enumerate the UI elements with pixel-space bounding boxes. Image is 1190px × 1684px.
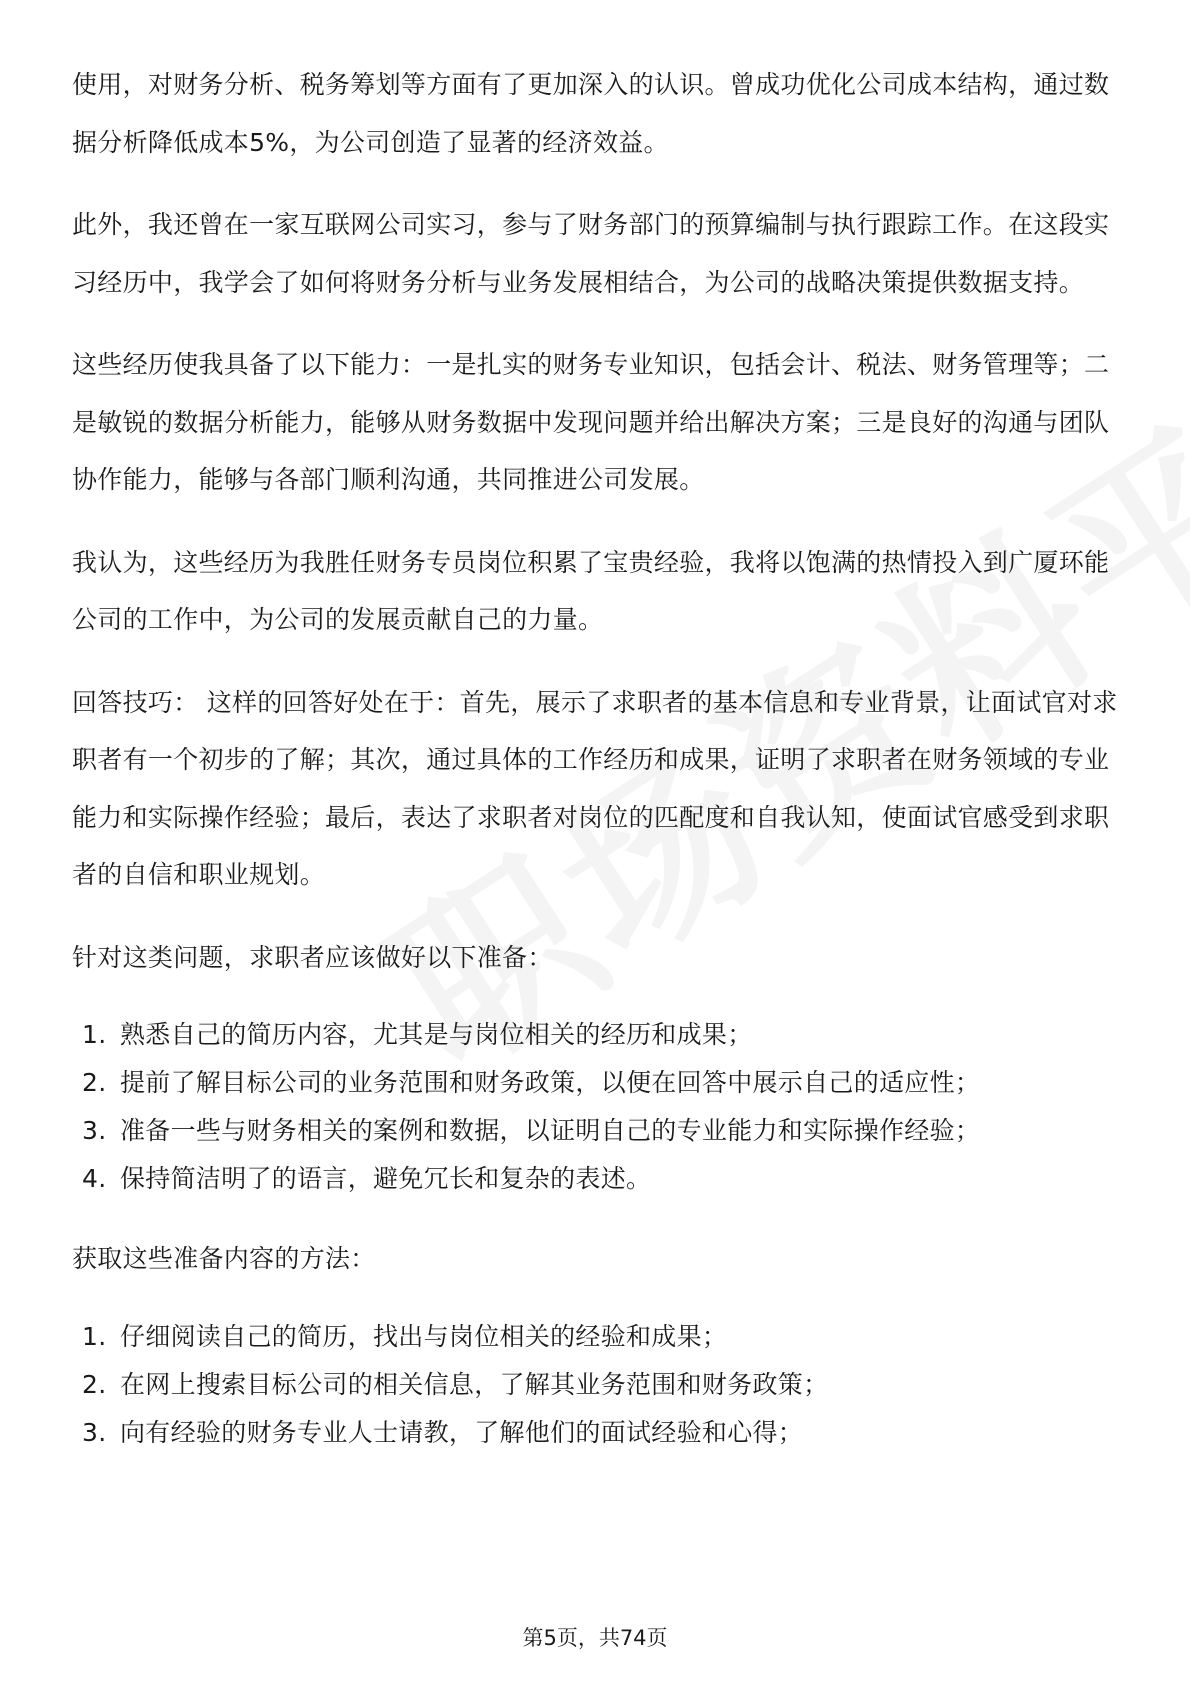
list-item-text: 提前了解目标公司的业务范围和财务政策，以便在回答中展示自己的适应性； — [120, 1068, 981, 1097]
prep-list — [72, 1011, 1122, 1203]
paragraph-internship: 此外，我还曾在一家互联网公司实习，参与了财务部门的预算编制与执行跟踪工作。在这段实习经历中，我学会了如何将财务分析与业务发展相结合，为公司的战略决策提供数据支持。 — [72, 210, 1110, 297]
list-item — [72, 1107, 1122, 1155]
list-item-text: 仔细阅读自己的简历，找出与岗位相关的经验和成果； — [120, 1321, 728, 1351]
list-item-text: 保持简洁明了的语言，避免冗长和复杂的表述。 — [120, 1164, 652, 1193]
list-item-number: 1. — [82, 1020, 107, 1049]
list-item-number: 3. — [82, 1417, 107, 1447]
list-item — [72, 1409, 1122, 1457]
list-item — [72, 1155, 1122, 1203]
page-number: 第5页，共74页 — [522, 1626, 668, 1650]
list-item — [72, 1361, 1122, 1409]
page-content — [72, 56, 1122, 1484]
list-item-text: 准备一些与财务相关的案例和数据，以证明自己的专业能力和实际操作经验； — [120, 1116, 981, 1145]
paragraph-answer-tips: 回答技巧： 这样的回答好处在于：首先，展示了求职者的基本信息和专业背景，让面试官对求职者有一个初步的了解；其次，通过具体的工作经历和成果，证明了求职者在财务领域的专业能力和实际操作经验；最后，表达了求职者对岗位的匹配度和自我认知，使面试官感受到求职者的自信和职业规划。 — [72, 687, 1118, 889]
paragraph-conclusion: 我认为，这些经历为我胜任财务专员岗位积累了宝贵经验，我将以饱满的热情投入到广厦环能公司的工作中，为公司的发展贡献自己的力量。 — [72, 547, 1110, 634]
list-item — [72, 1313, 1122, 1361]
list-item-number: 3. — [82, 1116, 107, 1145]
paragraph-prep-intro: 针对这类问题，求职者应该做好以下准备： — [72, 942, 553, 972]
list-item-number: 2. — [82, 1068, 107, 1097]
paragraph-abilities: 这些经历使我具备了以下能力：一是扎实的财务专业知识，包括会计、税法、财务管理等；二是敏锐的数据分析能力，能够从财务数据中发现问题并给出解决方案；三是良好的沟通与团队协作能力，能够与各部门顺利沟通，共同推进公司发展。 — [72, 350, 1110, 494]
list-item-text: 熟悉自己的简历内容，尤其是与岗位相关的经历和成果； — [120, 1020, 753, 1049]
list-item — [72, 1011, 1122, 1059]
list-item-number: 1. — [82, 1321, 107, 1351]
paragraph-experience-summary: 使用，对财务分析、税务筹划等方面有了更加深入的认识。曾成功优化公司成本结构，通过数据分析降低成本5%，为公司创造了显著的经济效益。 — [72, 70, 1110, 157]
list-item-number: 2. — [82, 1369, 107, 1399]
method-list — [72, 1313, 1122, 1457]
paragraph-methods-intro: 获取这些准备内容的方法： — [72, 1244, 376, 1273]
page-footer — [0, 1622, 1190, 1652]
list-item-text: 在网上搜索目标公司的相关信息，了解其业务范围和财务政策； — [120, 1369, 829, 1399]
list-item — [72, 1059, 1122, 1107]
list-item-text: 向有经验的财务专业人士请教，了解他们的面试经验和心得； — [120, 1417, 804, 1447]
list-item-number: 4. — [82, 1164, 107, 1193]
